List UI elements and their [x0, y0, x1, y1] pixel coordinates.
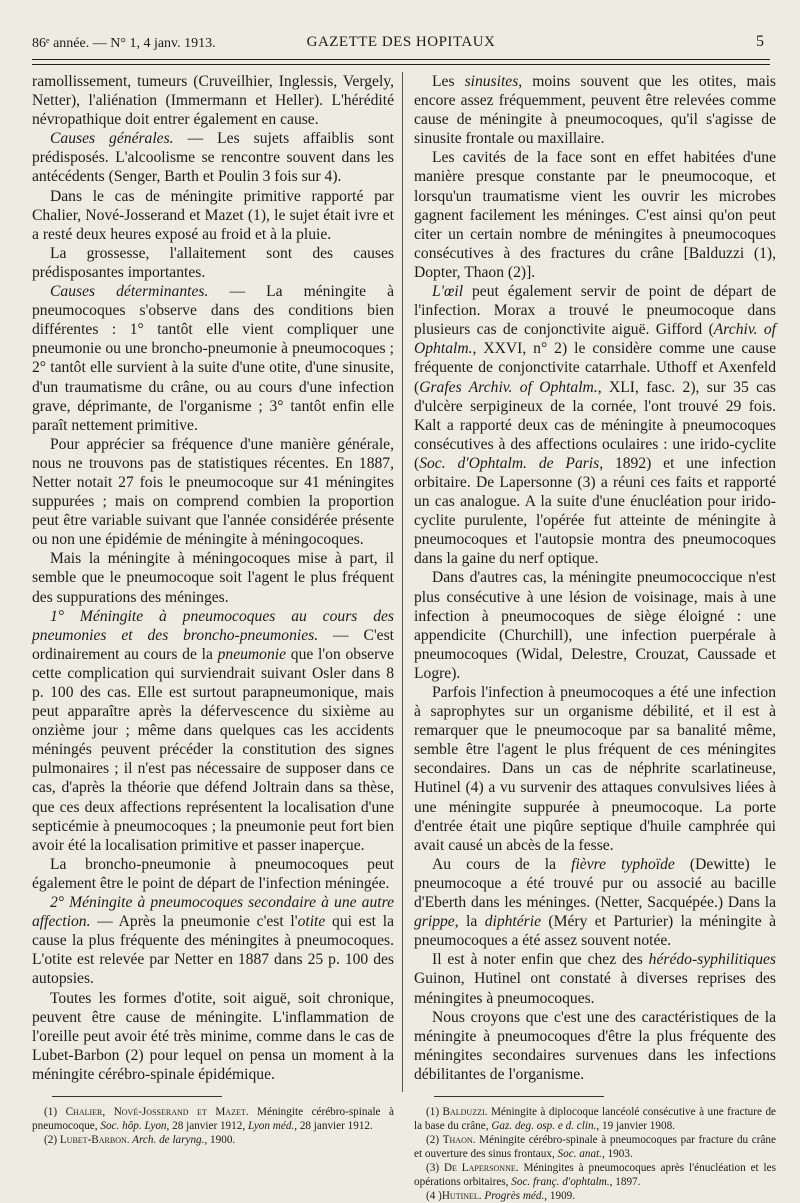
paragraph: Causes déterminantes. — La méningite à pneumocoques s'observe dans des conditions bien différentes : 1° tantôt elle vient compliquer une pneumonie ou une broncho-pneumonie à pneumocoques ; 2° tantôt elle survient à la suite d'une otite, d'une sinusite, d'un traumatisme du crâne, ou au cours d'une infection grave, déprimante, de l'organisme ; 3° tantôt enfin elle paraît nettement primitive.: [32, 283, 394, 434]
issue-info: 86ᵉ année. — N° 1, 4 janv. 1913.: [32, 36, 216, 51]
section-heading: Causes générales.: [50, 130, 174, 148]
page-header: [32, 30, 770, 58]
section-heading: 2° Méningite à pneumocoques secondaire à une autre affection.: [32, 894, 394, 931]
journal-title: GAZETTE DES HOPITAUX: [306, 34, 496, 50]
paragraph: Dans d'autres cas, la méningite pneumococcique n'est plus consécutive à une lésion de voisinage, mais à une infection à pneumocoques de siège éloigné : une appendicite (Churchill), une infection puerpérale à pneumocoques (Widal, Delestre, Crouzat, Caussade et Logre).: [414, 569, 776, 682]
footnote: (1) Balduzzi. Méningite à diplocoque lancéolé consécutive à une fracture de la base du crâne, Gaz. deg. osp. e d. clin., 19 janvier 1908.: [414, 1105, 776, 1132]
paragraph: 1° Méningite à pneumocoques au cours des pneumonies et des broncho-pneumonies. — C'est ordinairement au cours de la pneumonie que l'on observe cette complication qui surviendrait suivant Osler dans 8 p. 100 des cas. Elle est surtout parapneumonique, mais peut apparaître après la défervescence du sixième au onzième jour ; même dans quelques cas les accidents méningés peuvent précéder la constitution des signes pulmonaires ; il n'est pas nécessaire de supposer dans ce cas, d'après la théorie que défend Joltrain dans sa thèse, que ces deux affections représentent la localisation d'une septicémie à pneumocoques ; la pneumonie peut fort bien avoir été la localisation primitive et passer inaperçue.: [32, 607, 394, 854]
paragraph: Nous croyons que c'est une des caractéristiques de la méningite à pneumocoques d'être la plus fréquente des méningites secondaires survenues dans les infections débilitantes de l'organisme.: [414, 1008, 776, 1083]
footnote-rule: [434, 1096, 604, 1097]
page-number: 5: [756, 33, 764, 50]
paragraph: Dans le cas de méningite primitive rapporté par Chalier, Nové-Josserand et Mazet (1), le sujet était ivre et a resté deux heures exposé au froid et à la pluie.: [32, 187, 394, 243]
footnote: (3) De Lapersonne. Méningites à pneumocoques après l'énucléation et les opérations orbitaires, Soc. franç. d'ophtalm., 1897.: [414, 1161, 776, 1188]
paragraph: Les cavités de la face sont en effet habitées d'une manière presque constante par le pneumocoque, et lorsqu'un traumatisme vient les ouvrir les microbes gagnent facilement les méninges. C'est ainsi qu'on peut citer un certain nombre de méningites à pneumocoques consécutives à des fractures du crâne [Balduzzi (1), Dopter, Thaon (2)].: [414, 149, 776, 281]
paragraph: Causes générales. — Les sujets affaiblis sont prédisposés. L'alcoolisme se rencontre souvent dans les antécédents (Senger, Barth et Poulin 3 fois sur 4).: [32, 130, 394, 186]
paragraph: 2° Méningite à pneumocoques secondaire à une autre affection. — Après la pneumonie c'est l'otite qui est la cause la plus fréquente des méningites à pneumocoques. L'otite est relevée par Netter en 1887 dans 25 p. 100 des autopsies.: [32, 894, 394, 988]
paragraph: Mais la méningite à méningocoques mise à part, il semble que le pneumocoque soit l'agent le plus fréquent des suppurations des méninges.: [32, 550, 394, 606]
footnote: (4 )Hutinel. Progrès méd., 1909.: [426, 1189, 576, 1202]
paragraph: L'œil peut également servir de point de départ de l'infection. Morax a trouvé le pneumocoque dans plusieurs cas de conjonctivite aiguë. Gifford (Archiv. of Ophtalm., XXVI, n° 2) le considère comme une cause fréquente de conjonctivite catarrhale. Uthoff et Axenfeld (Grafes Archiv. of Ophtalm., XLI, fasc. 2), sur 35 cas d'ulcère serpigineux de la cornée, l'ont trouvé 29 fois. Kalt a rapporté deux cas de méningite à pneumocoques consécutives à des affections oculaires : une irido-cyclite (Soc. d'Ophtalm. de Paris, 1892) et une infection orbitaire. De Lapersonne (3) a réuni ces faits et rapporté un cas analogue. A la suite d'une énucléation pour irido-cyclite purulente, l'opérée fut atteinte de méningite à pneumocoques et l'autopsie montra des pneumocoques dans la gaine du nerf optique.: [414, 283, 777, 568]
paragraph: ramollissement, tumeurs (Cruveilhier, Inglessis, Vergely, Netter), l'aliénation (Immermann et Heller). L'hérédité névropathique doit entrer également en cause.: [32, 73, 394, 129]
footnote-rule: [52, 1096, 222, 1097]
paragraph: La broncho-pneumonie à pneumocoques peut également être le point de départ de l'infection méningée.: [32, 855, 394, 892]
right-column: [414, 72, 776, 1203]
column-divider: [402, 72, 403, 1092]
paragraph: Il est à noter enfin que chez des hérédo-syphilitiques Guinon, Hutinel ont constaté à diverses reprises des méningites à pneumocoques.: [414, 951, 776, 1007]
paragraph: Les sinusites, moins souvent que les otites, mais encore assez fréquemment, peuvent être relevées comme cause de méningite à pneumocoques, qu'il s'agisse de sinusite frontale ou maxillaire.: [414, 73, 776, 148]
footnote: (1) Chalier, Nové-Josserand et Mazet. Méningite cérébro-spinale à pneumocoque, Soc. hôp. Lyon, 28 janvier 1912, Lyon méd., 28 janvier 1912.: [32, 1105, 395, 1132]
paragraph: Pour apprécier sa fréquence d'une manière générale, nous ne trouvons pas de statistiques récentes. En 1887, Netter notait 27 fois le pneumocoque sur 41 méningites suppurées ; mais on comprend combien la proportion peut être variable suivant que l'année considérée présente ou non une épidémie de méningite à méningocoques.: [32, 435, 394, 549]
footnote: (2) Thaon. Méningite cérébro-spinale à pneumocoques par fracture du crâne et ouverture des sinus frontaux, Soc. anat., 1903.: [414, 1133, 776, 1160]
left-column: [32, 72, 394, 1147]
header-rule-bottom: [32, 64, 770, 65]
paragraph: Parfois l'infection à pneumocoques a été une infection à saprophytes sur un organisme débilité, et il est à remarquer que le pneumocoque par sa banalité même, semble être l'agent le plus fréquent de ces méningites secondaires. Dans un cas de néphrite scarlatineuse, Hutinel (4) a vu survenir des attaques convulsives liées à une méningite suppurée à pneumocoque. La porte d'entrée était une piqûre septique d'huile camphrée qui avait causé un abcès de la fesse.: [414, 684, 776, 854]
paragraph: Au cours de la fièvre typhoïde (Dewitte) le pneumocoque a été trouvé pur ou associé au bacille d'Eberth dans les méninges. (Netter, Sacquépée.) Dans la grippe, la diphtérie (Méry et Parturier) la méningite à pneumocoques a été assez souvent notée.: [414, 855, 776, 950]
header-rule-top: [32, 59, 770, 60]
footnote: (2) Lubet-Barbon. Arch. de laryng., 1900.: [44, 1133, 236, 1146]
section-heading: Causes déterminantes.: [50, 283, 209, 301]
paragraph: La grossesse, l'allaitement sont des causes prédisposantes importantes.: [32, 244, 394, 281]
section-heading: 1° Méningite à pneumocoques au cours des pneumonies et des broncho-pneumonies.: [32, 607, 394, 644]
paragraph: Toutes les formes d'otite, soit aiguë, soit chronique, peuvent être cause de méningite. L'inflammation de l'oreille peut avoir été très minime, comme dans le cas de Lubet-Barbon (2) pour lequel on pensa un moment à la méningite cérébro-spinale épidémique.: [32, 989, 394, 1083]
